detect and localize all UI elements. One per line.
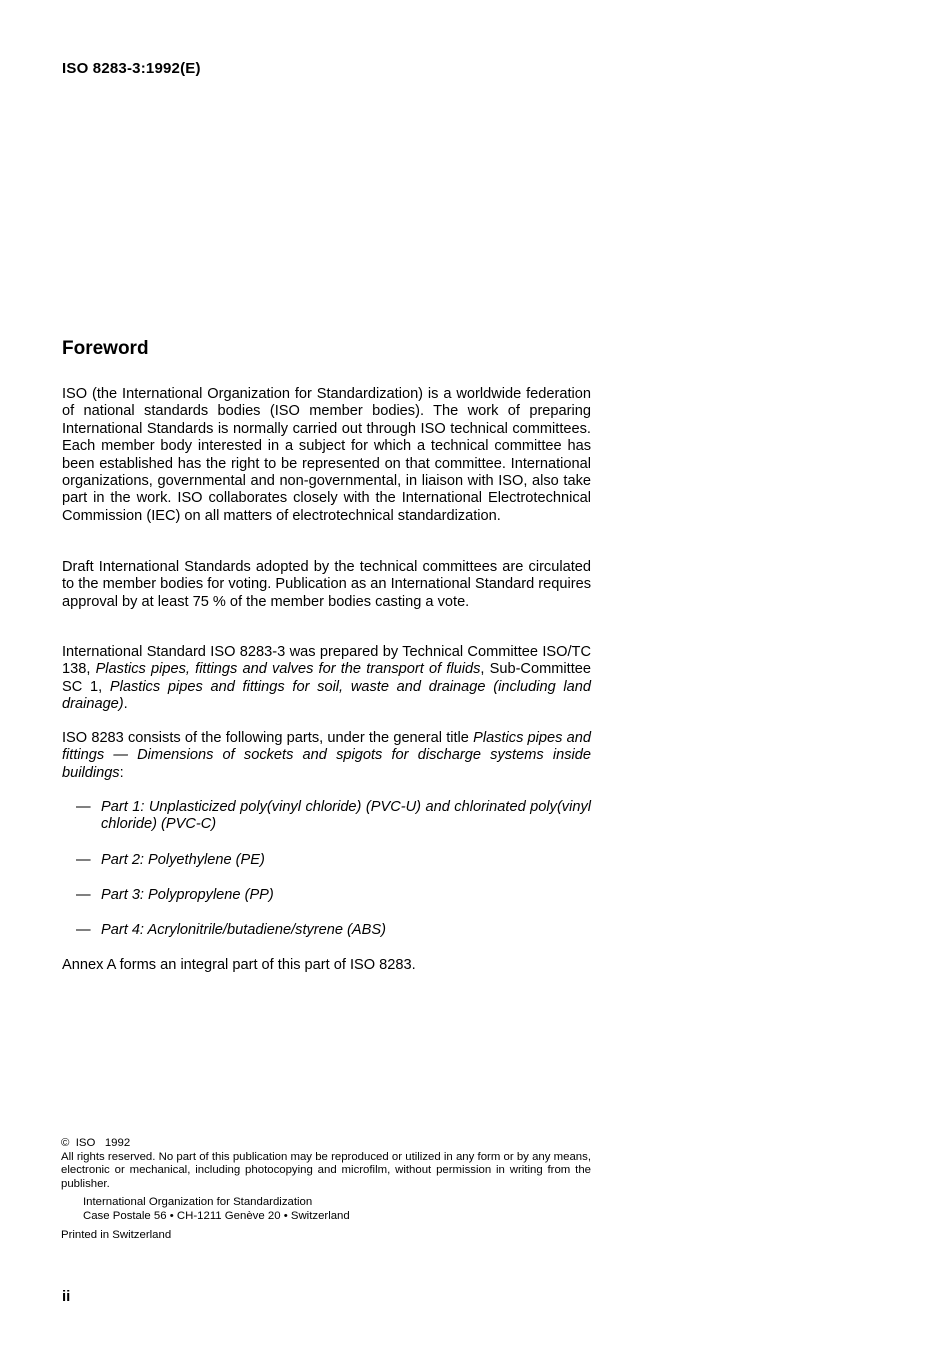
- list-item-part-3: [62, 887, 591, 905]
- p3-subcommittee-title: Plastics pipes and fittings for soil, waste and drainage (including land drainage): [62, 678, 591, 713]
- p3-text-c: , Sub-Committee SC 1,: [62, 661, 591, 695]
- part-1-title: Part 1: Unplasticized poly(vinyl chloride) (PVC-U) and chlorinated poly(vinyl chloride) (PVC-C): [101, 799, 591, 833]
- list-dash: —: [76, 887, 91, 903]
- list-item-part-4: [62, 922, 591, 940]
- printed-in-line: Printed in Switzerland: [61, 1229, 172, 1241]
- organization-address: Case Postale 56 • CH-1211 Genève 20 • Switzerland: [83, 1210, 350, 1222]
- p4-general-title: Plastics pipes and fittings — Dimensions of sockets and spigots for discharge systems inside buildings: [62, 730, 591, 781]
- list-dash: —: [76, 799, 91, 815]
- part-4-title: Part 4: Acrylonitrile/butadiene/styrene (ABS): [101, 922, 386, 938]
- p3-committee-title: Plastics pipes, fittings and valves for the transport of fluids: [95, 661, 481, 678]
- p4-text-a: ISO 8283 consists of the following parts, under the general title: [62, 730, 474, 746]
- p3-text-a: International Standard ISO 8283-3 was prepared by Technical Committee ISO/TC 138,: [62, 644, 591, 678]
- rights-statement: All rights reserved. No part of this publication may be reproduced or utilized in any form or by any means, electronic or mechanical, including photocopying and microfilm, without permission in writing from the publisher.: [61, 1151, 591, 1190]
- foreword-paragraph-3: [62, 644, 591, 714]
- organization-name: International Organization for Standardization: [83, 1196, 313, 1208]
- p4-text-c: :: [119, 764, 124, 781]
- part-2-title: Part 2: Polyethylene (PE): [101, 852, 265, 868]
- list-item-part-1: [62, 799, 591, 835]
- foreword-paragraph-2: Draft International Standards adopted by the technical committees are circulated to the member bodies for voting. Publication as an International Standard requires approval by at least 75 % of the member bodies casting a vote.: [62, 559, 591, 610]
- page-number: ii: [62, 1288, 71, 1305]
- list-dash: —: [76, 852, 91, 868]
- annex-note: Annex A forms an integral part of this part of ISO 8283.: [62, 957, 416, 973]
- foreword-title: Foreword: [62, 338, 149, 359]
- copyright-line: © ISO 1992: [61, 1137, 131, 1149]
- foreword-paragraph-1: ISO (the International Organization for Standardization) is a worldwide federation of national standards bodies (ISO member bodies). The work of preparing International Standards is normally carried out through ISO technical committees. Each member body interested in a subject for which a technical committee has been established has the right to be represented on that committee. International organizations, governmental and non-governmental, in liaison with ISO, also take part in the work. ISO collaborates closely with the International Electrotechnical Commission (IEC) on all matters of electrotechnical standardization.: [62, 386, 591, 524]
- foreword-paragraph-4: [62, 730, 591, 782]
- list-dash: —: [76, 922, 91, 938]
- list-item-part-2: [62, 852, 591, 870]
- document-id-header: ISO 8283-3:1992(E): [62, 60, 201, 77]
- part-3-title: Part 3: Polypropylene (PP): [101, 887, 274, 903]
- p3-text-e: .: [123, 696, 128, 713]
